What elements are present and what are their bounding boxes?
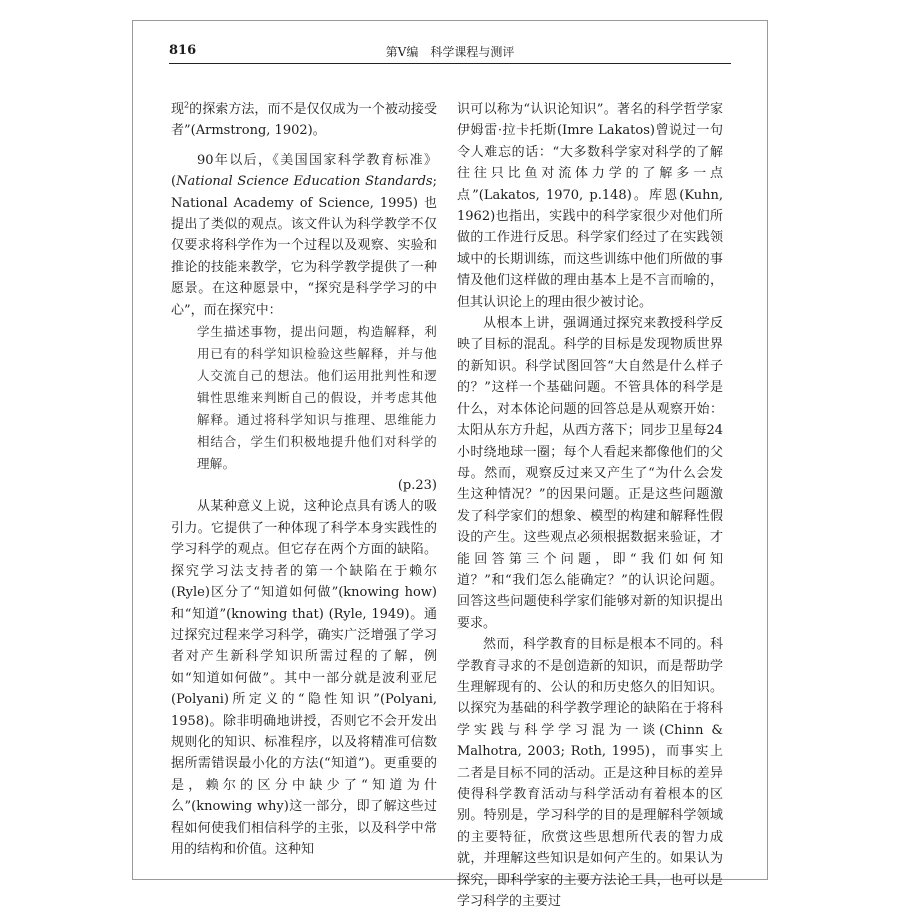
quote-citation: (p.23) bbox=[397, 478, 437, 494]
page-number: 816 bbox=[169, 43, 197, 58]
right-paragraph-1: 识可以称为“认识论知识”。著名的科学哲学家伊姆雷·拉卡托斯(Imre Lakatos)曾说过一句令人难忘的话：“大多数科学家对科学的了解往往只比鱼对流体力学的了解多一点点”(Lakatos, 1970, p.148)。库恩(Kuhn, 1962)也指出，实践中的科学家很少对他们所做的工作进行反思。科学家们经过了在实践领域中的长期训练，而这些训练中他们所做的事情及他们这样做的理由基本上是不言而喻的，但其认识论上的理由很少被讨论。 bbox=[457, 102, 723, 310]
left-paragraph-3: 从某种意义上说，这种论点具有诱人的吸引力。它提供了一种体现了科学本身实践性的学习科学的观点。但它存在两个方面的缺陷。探究学习法支持者的第一个缺陷在于赖尔(Ryle)区分了“知道如何做”(knowing how)和“知道”(knowing that) (Ryle, 1949)。通过探究过程来学习科学，确实广泛增强了学习者对产生新科学知识所需过程的了解，例如“知道如何做”。其中一部分就是波利亚尼(Polyani)所定义的“隐性知识”(Polyani, 1958)。除非明确地讲授，否则它不会开发出规则化的知识、标准程序，以及将精准可信数据所需错误最小化的方法(“知道”)。更重要的是，赖尔的区分中缺少了“知道为什么”(knowing why)这一部分，即了解这些过程如何使我们相信科学的主张，以及科学中常用的结构和价值。这种知 bbox=[171, 499, 437, 857]
page-header bbox=[169, 43, 731, 73]
right-paragraph-2: 从根本上讲，强调通过探究来教授科学反映了目标的混乱。科学的目标是发现物质世界的新知识。科学试图回答“大自然是什么样子的？”这样一个基础问题。不管具体的科学是什么，对本体论问题的回答总是从观察开始：太阳从东方升起，从西方落下；同步卫星每24小时绕地球一圈；每个人看起来都像他们的父母。然而，观察反过来又产生了“为什么会发生这种情况？”的因果问题。正是这些问题激发了科学家们的想象、模型的构建和解释性假设的产生。这些观点必须根据数据来验证，才能回答第三个问题，即“我们如何知道？”和“我们怎么能确定？”的认识论问题。回答这些问题使科学家们能够对新的知识提出要求。 bbox=[457, 316, 723, 631]
left-paragraph-1: 现$^2$的探索方法，而不是仅仅成为一个被动接受者”(Armstrong, 1902)。 bbox=[171, 100, 437, 139]
left-column bbox=[171, 99, 437, 860]
italic-title: National Science Education Standards bbox=[176, 174, 433, 190]
book-page bbox=[132, 20, 768, 910]
running-title: 第Ⅴ编 科学课程与测评 bbox=[385, 45, 515, 59]
left-paragraph-2: 90年以后，《美国国家科学教育标准》(National Science Education Standards; National Academy of Science, 1995) 也提出了类似的观点。该文件认为科学教学不仅仅要求将科学作为一个过程以及观察、实验和推论的技能来教学，它为科学教学提供了一种愿景。在这种愿景中，“探究是科学学习的中心”，而在探究中： bbox=[171, 152, 437, 318]
block-quote: 学生描述事物，提出问题，构造解释，利用已有的科学知识检验这些解释，并与他人交流自己的想法。他们运用批判性和逻辑性思维来判断自己的假设，并考虑其他解释。通过将科学知识与推理、思维能力相结合，学生们积极地提升他们对科学的理解。 bbox=[197, 324, 437, 472]
right-column bbox=[457, 99, 723, 912]
footnote-marker: 2 bbox=[184, 100, 190, 110]
right-paragraph-3: 然而，科学教育的目标是根本不同的。科学教育寻求的不是创造新的知识，而是帮助学生理解现有的、公认的和历史悠久的旧知识。以探究为基础的科学教学理论的缺陷在于将科学实践与科学学习混为一谈(Chinn & Malhotra, 2003; Roth, 1995)，而事实上二者是目标不同的活动。正是这种目标的差异使得科学教育活动与科学活动有着根本的区别。特别是，学习科学的目的是理解科学领域的主要特征，欣赏这些思想所代表的智力成就，并理解这些知识是如何产生的。如果认为探究，即科学家的主要方法论工具，也可以是学习科学的主要过 bbox=[457, 637, 723, 910]
header-rule bbox=[169, 63, 731, 64]
